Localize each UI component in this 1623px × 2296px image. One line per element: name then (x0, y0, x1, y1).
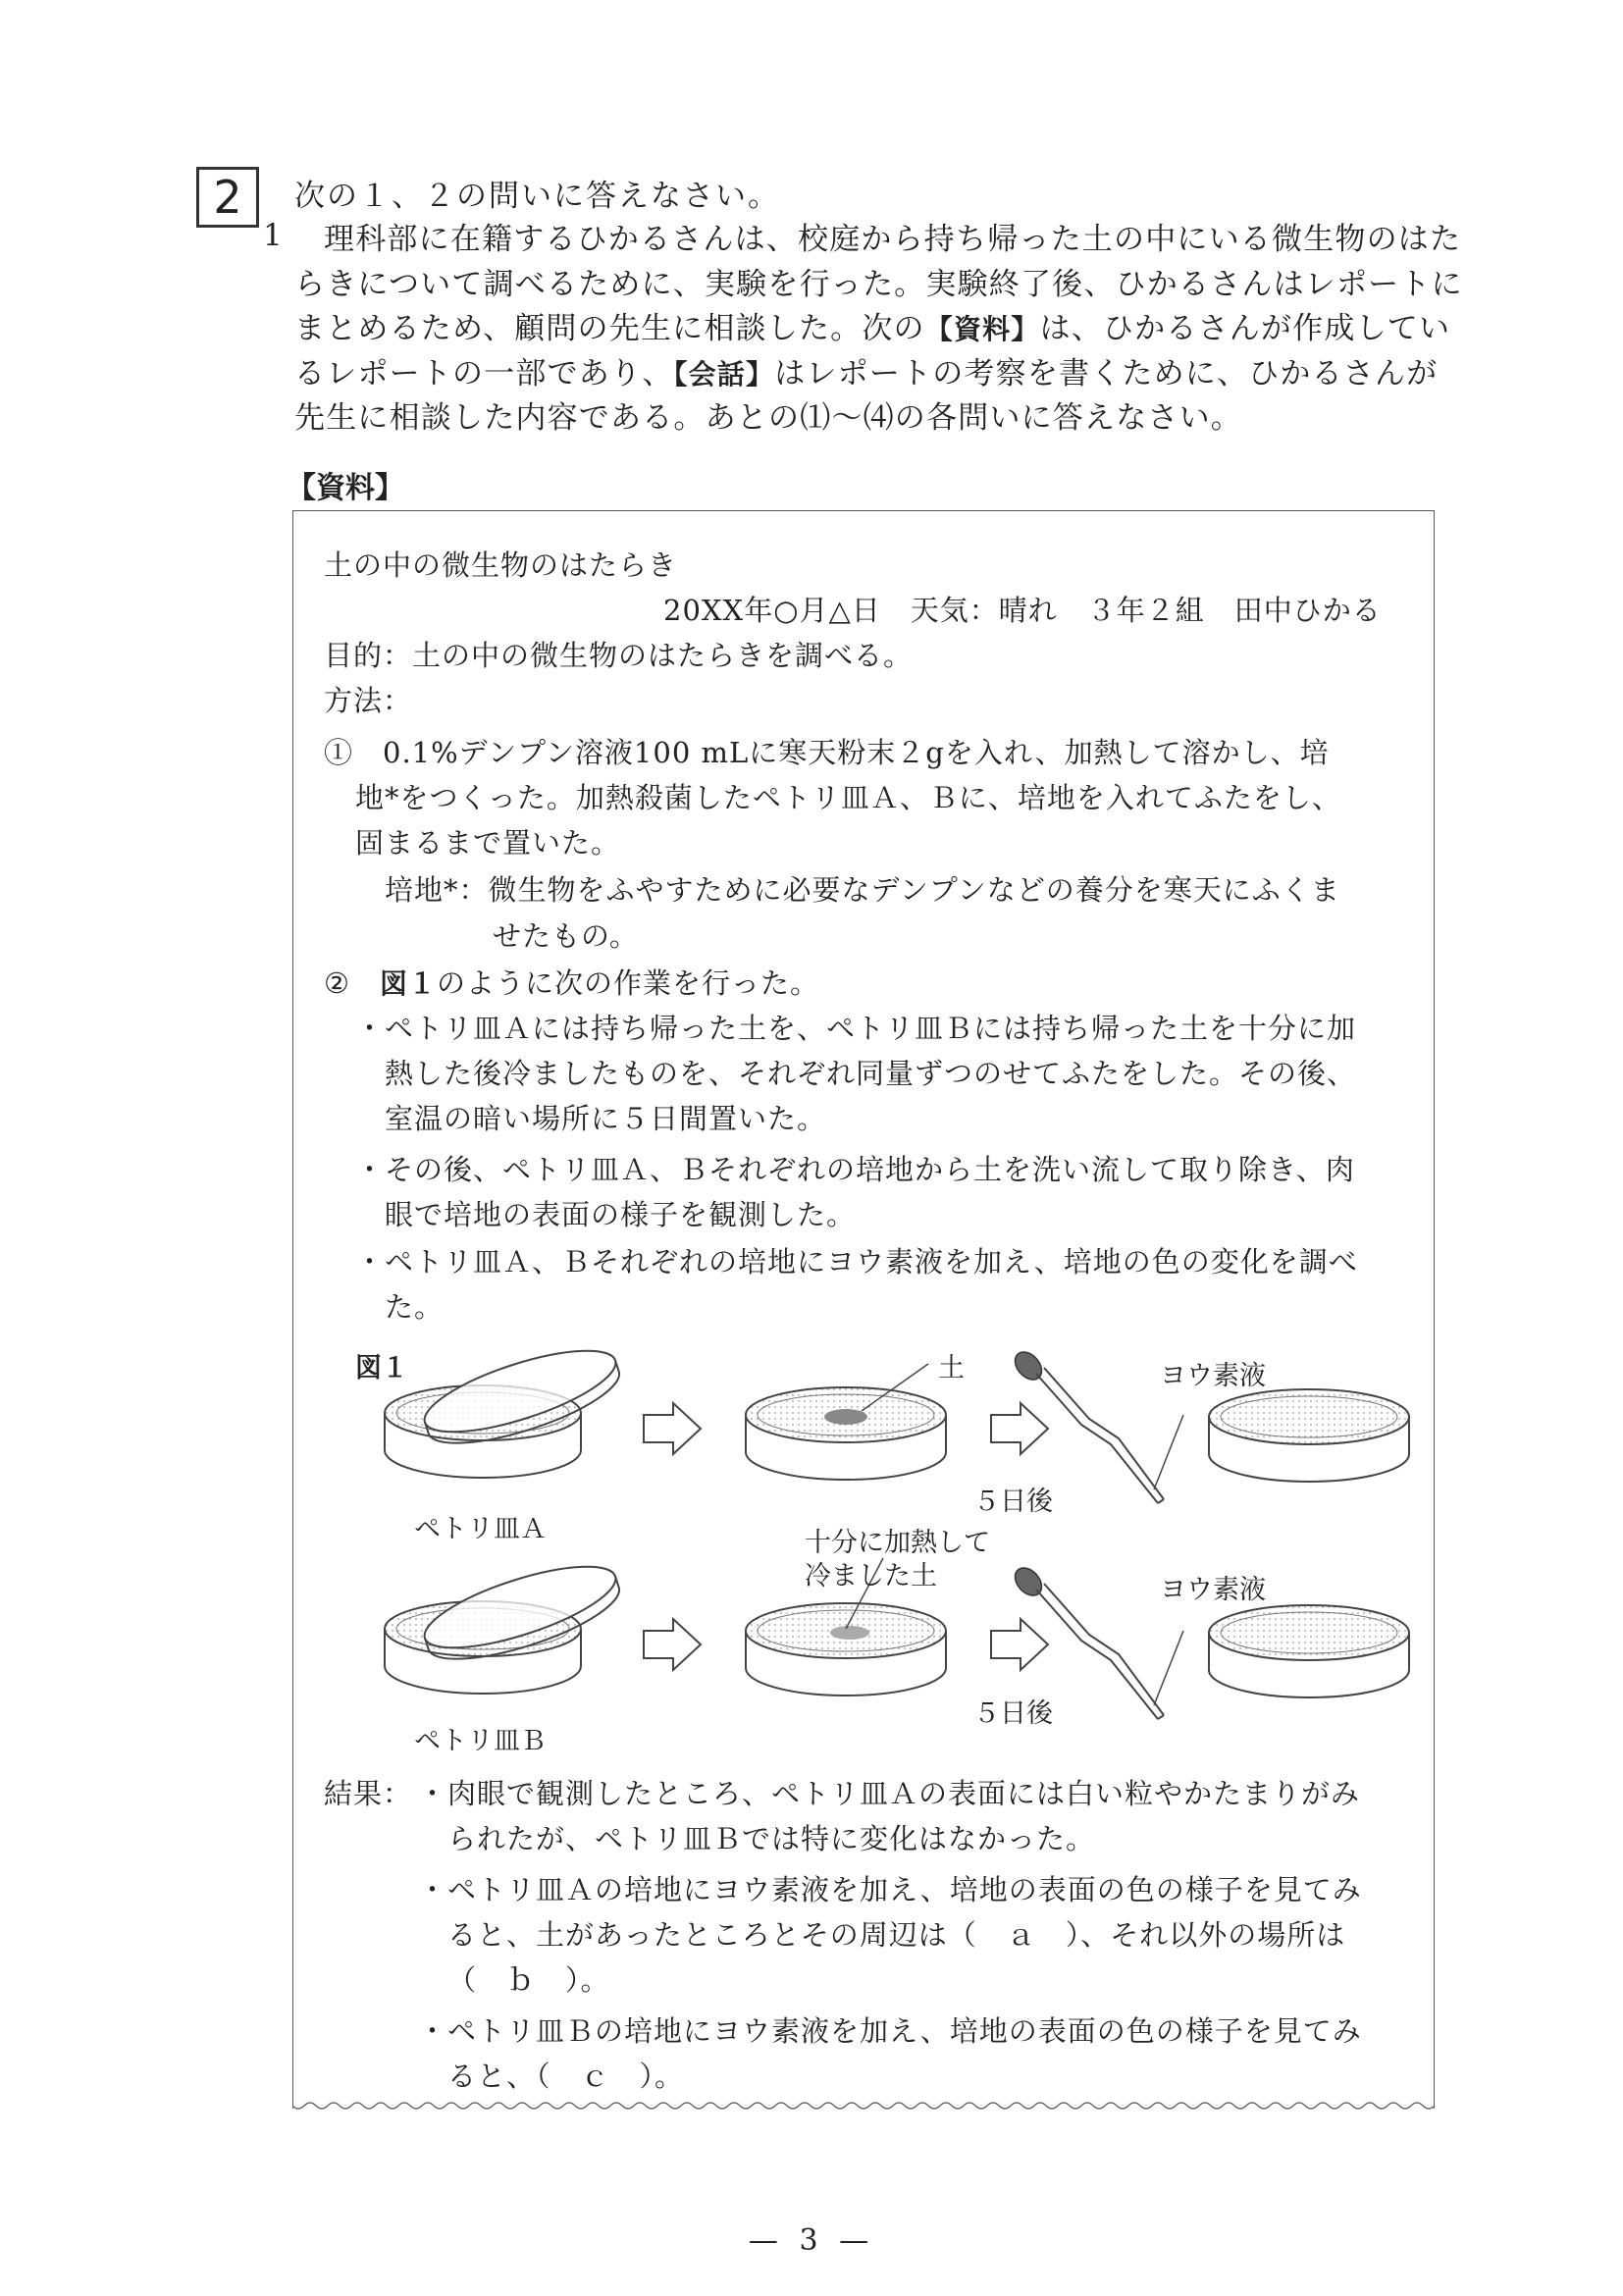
result-line-7: ると、（ ｃ ）。 (447, 2060, 685, 2093)
report-title: 土の中の微生物のはたらき (324, 548, 678, 582)
label-days-b: ５日後 (973, 1698, 1053, 1729)
note-line-1: 培地*：微生物をふやすために必要なデンプンなどの養分を寒天にふくま (385, 873, 1340, 907)
label-iodine-b: ヨウ素液 (1160, 1575, 1266, 1605)
question-number: 2 (196, 167, 259, 228)
bullet-line-5: 眼で培地の表面の様子を観測した。 (385, 1198, 857, 1231)
result-line-5: （ ｂ ）。 (447, 1963, 610, 1997)
bullet-line-4: ・その後、ペトリ皿Ａ、Ｂそれぞれの培地から土を洗い流して取り除き、肉 (355, 1153, 1355, 1186)
bullet-line-3: 室温の暗い場所に５日間置いた。 (385, 1102, 827, 1135)
problem-paragraph (294, 218, 1463, 442)
dish-a-with-lid (385, 1334, 627, 1478)
step1-line-1: ① 0.1%デンプン溶液100 mLに寒天粉末２gを入れ、加熱して溶かし、培 (324, 736, 1330, 769)
bullet-line-6: ・ペトリ皿Ａ、Ｂそれぞれの培地にヨウ素液を加え、培地の色の変化を調べ (355, 1245, 1358, 1278)
material-heading: 【資料】 (287, 471, 404, 505)
paragraph-line-2: らきについて調べるために、実験を行った。実験終了後、ひかるさんはレポートに (294, 266, 1463, 302)
bullet-line-7: た。 (385, 1290, 445, 1324)
label-heated-soil-1: 十分に加熱して (805, 1528, 990, 1558)
results-label: 結果： (324, 1777, 413, 1810)
dish-b-with-lid (385, 1550, 627, 1694)
report-method-label: 方法： (324, 684, 413, 717)
label-iodine-a: ヨウ素液 (1160, 1361, 1266, 1391)
dish-b-final (1209, 1605, 1409, 1697)
paragraph-line-3: まとめるため、顧問の先生に相談した。次の【資料】は、ひかるさんが作成してい (294, 311, 1451, 346)
result-line-6: ・ペトリ皿Ｂの培地にヨウ素液を加え、培地の表面の色の様子を見てみ (418, 2014, 1362, 2048)
label-dish-a: ペトリ皿Ａ (414, 1514, 547, 1544)
arrow-b2-icon (991, 1619, 1048, 1670)
arrow-a1-icon (644, 1403, 701, 1454)
paragraph-line-5: 先生に相談した内容である。あとの⑴〜⑷の各問いに答えなさい。 (294, 400, 1242, 436)
paragraph-line-1: 理科部に在籍するひかるさんは、校庭から持ち帰った土の中にいる微生物のはた (324, 222, 1462, 257)
note-line-2: せたもの。 (493, 919, 639, 953)
question-intro: 次の１、２の問いに答えなさい。 (294, 179, 780, 214)
bullet-line-1: ・ペトリ皿Ａには持ち帰った土を、ペトリ皿Ｂには持ち帰った土を十分に加 (355, 1012, 1357, 1045)
conversation-ref: 【会話】 (673, 357, 775, 391)
label-soil: 土 (938, 1353, 965, 1383)
arrow-b1-icon (644, 1619, 701, 1670)
paragraph-line-4: るレポートの一部であり、【会話】はレポートの考察を書くために、ひかるさんが (294, 355, 1439, 391)
page-number: — 3 — (748, 2223, 875, 2258)
step1-line-2: 地*をつくった。加熱殺菌したペトリ皿Ａ、Ｂに、培地を入れてふたをし、 (355, 781, 1341, 814)
result-line-4: ると、土があったところとその周辺は（ ａ ）、それ以外の場所は (447, 1918, 1346, 1952)
figure-ref: 図１ (380, 967, 438, 1000)
report-purpose: 目的：土の中の微生物のはたらきを調べる。 (324, 639, 914, 672)
bullet-line-2: 熱した後冷ましたものを、それぞれ同量ずつのせてふたをした。その後、 (385, 1057, 1357, 1090)
result-line-1: ・肉眼で観測したところ、ペトリ皿Ａの表面には白い粒やかたまりがみ (418, 1777, 1361, 1810)
report-byline: 20XX年○月△日 天気：晴れ ３年２組 田中ひかる (663, 594, 1382, 627)
label-days-a: ５日後 (973, 1487, 1053, 1517)
arrow-a2-icon (991, 1403, 1048, 1454)
result-line-2: られたが、ペトリ皿Ｂでは特に変化はなかった。 (447, 1822, 1096, 1855)
part-number: 1 (263, 218, 283, 253)
step1-line-3: 固まるまで置いた。 (355, 826, 621, 860)
result-line-3: ・ペトリ皿Ａの培地にヨウ素液を加え、培地の表面の色の様子を見てみ (418, 1873, 1362, 1906)
material-ref: 【資料】 (924, 313, 1040, 345)
step2-intro: ② 図１のように次の作業を行った。 (324, 966, 820, 1000)
dish-a-soil (746, 1364, 946, 1480)
figure-label: 図１ (355, 1353, 408, 1383)
dish-a-final (1209, 1389, 1409, 1482)
box-wavy-edge (292, 2096, 1435, 2119)
label-dish-b: ペトリ皿Ｂ (414, 1726, 547, 1756)
label-heated-soil-2: 冷ました土 (805, 1561, 937, 1592)
